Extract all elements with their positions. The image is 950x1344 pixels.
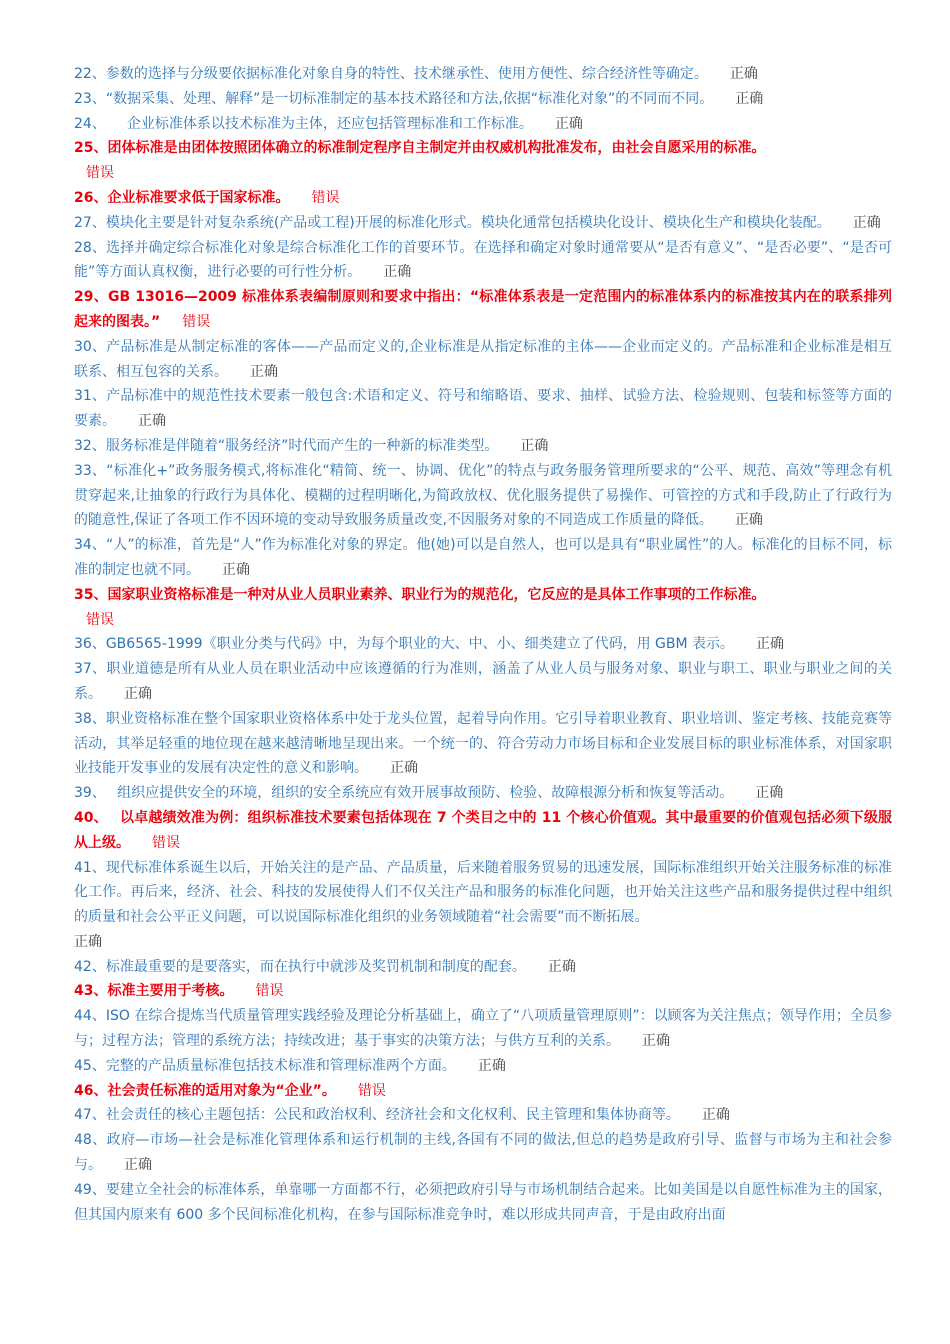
question-number: 44 bbox=[74, 1008, 92, 1025]
question-item bbox=[74, 583, 892, 633]
answer-verdict: 正确 bbox=[852, 214, 881, 231]
answer-verdict: 正确 bbox=[735, 90, 764, 107]
question-separator: 、 bbox=[91, 785, 99, 802]
question-item bbox=[74, 236, 892, 286]
question-text: ISO 在综合提炼当代质量管理实践经验及理论分析基础上，确立了“八项质量管理原则”：以顾客为关注焦点；领导作用；全员参与；过程方法；管理的系统方法；持续改进；基于事实的决策方法；与供方互利的关系。 bbox=[74, 1008, 892, 1050]
answer-verdict: 错误 bbox=[311, 189, 340, 206]
answer-verdict: 正确 bbox=[124, 1157, 152, 1174]
answer-verdict: 错误 bbox=[86, 165, 114, 182]
question-item bbox=[74, 533, 892, 583]
answer-verdict: 正确 bbox=[222, 561, 250, 578]
question-item bbox=[74, 434, 892, 459]
question-item bbox=[74, 781, 892, 806]
question-text: 以卓越绩效准为例：组织标准技术要素包括体现在 7 个类目之中的 11 个核心价值观。其中最重要的价值观包括必须下级服从上级。 bbox=[74, 809, 892, 851]
question-separator: 、 bbox=[93, 586, 108, 603]
question-separator: 、 bbox=[91, 958, 106, 975]
question-list bbox=[74, 62, 892, 1227]
question-separator: 、 bbox=[91, 214, 106, 231]
question-number: 29 bbox=[74, 289, 94, 306]
answer-verdict: 正确 bbox=[547, 958, 576, 975]
question-separator: 、 bbox=[91, 462, 107, 479]
question-item bbox=[74, 856, 892, 955]
question-number: 39 bbox=[74, 785, 92, 802]
answer-verdict: 正确 bbox=[383, 264, 412, 281]
question-item bbox=[74, 1079, 892, 1104]
question-number: 25 bbox=[74, 140, 94, 157]
question-separator: 、 bbox=[93, 1082, 108, 1099]
answer-verdict: 正确 bbox=[477, 1057, 506, 1074]
answer-verdict: 正确 bbox=[74, 933, 102, 950]
question-separator: 、 bbox=[91, 239, 107, 256]
question-separator: 、 bbox=[91, 537, 106, 554]
question-number: 42 bbox=[74, 958, 92, 975]
question-text: 国家职业资格标准是一种对从业人员职业素养、职业行为的规范化，它反应的是具体工作事项的工作标准。 bbox=[107, 586, 766, 603]
question-text: 参数的选择与分级要依据标准化对象自身的特性、技术继承性、使用方便性、综合经济性等确定。 bbox=[105, 66, 708, 82]
question-text: 团体标准是由团体按照团体确立的标准制定程序自主制定并由权威机构批准发布，由社会自愿采用的标准。 bbox=[107, 140, 766, 157]
question-separator: 、 bbox=[91, 710, 106, 727]
question-text: 职业道德是所有从业人员在职业活动中应该遵循的行为准则，涵盖了从业人员与服务对象、职业与职工、职业与职业之间的关系。 bbox=[74, 661, 892, 702]
question-item bbox=[74, 657, 892, 707]
question-number: 32 bbox=[74, 437, 92, 454]
answer-verdict: 正确 bbox=[554, 115, 583, 132]
question-text: 政府—市场—社会是标准化管理体系和运行机制的主线,各国有不同的做法,但总的趋势是政府引导、监督与市场为主和社会参与。 bbox=[74, 1132, 892, 1174]
question-item bbox=[74, 1178, 892, 1228]
question-number: 49 bbox=[74, 1181, 92, 1198]
answer-verdict: 正确 bbox=[755, 785, 784, 802]
question-number: 38 bbox=[74, 710, 92, 727]
question-separator: 、 bbox=[91, 115, 99, 132]
answer-verdict: 错误 bbox=[357, 1082, 386, 1099]
question-number: 36 bbox=[74, 636, 92, 653]
answer-verdict: 正确 bbox=[756, 636, 785, 653]
question-item bbox=[74, 955, 892, 980]
question-separator: 、 bbox=[93, 983, 108, 1000]
question-text: 选择并确定综合标准化对象是综合标准化工作的首要环节。在选择和确定对象时通常要从“是否有意义”、“是否必要”、“是否可能”等方面认真权衡，进行必要的可行性分析。 bbox=[74, 239, 893, 281]
answer-verdict: 正确 bbox=[520, 437, 549, 454]
question-separator: 、 bbox=[93, 809, 101, 826]
question-text: 标准主要用于考核。 bbox=[107, 983, 234, 1000]
question-number: 35 bbox=[74, 586, 94, 603]
question-number: 27 bbox=[74, 214, 92, 231]
question-text: 产品标准是从制定标准的客体——产品而定义的,企业标准是从指定标准的主体——企业而定义的。产品标准和企业标准是相互联系、相互包容的关系。 bbox=[74, 338, 893, 380]
question-item bbox=[74, 285, 892, 335]
question-number: 22 bbox=[74, 66, 92, 82]
answer-verdict: 错误 bbox=[255, 983, 284, 1000]
question-item bbox=[74, 136, 892, 186]
question-item bbox=[74, 384, 892, 434]
question-number: 26 bbox=[74, 189, 94, 206]
question-text: “数据采集、处理、解释”是一切标准制定的基本技术路径和方法,依据“标准化对象”的不同而不同。 bbox=[105, 90, 714, 107]
question-separator: 、 bbox=[91, 661, 107, 678]
answer-verdict: 错误 bbox=[182, 313, 211, 330]
question-text: 企业标准体系以技术标准为主体，还应包括管理标准和工作标准。 bbox=[98, 115, 533, 132]
answer-verdict: 正确 bbox=[250, 363, 278, 380]
question-number: 40 bbox=[74, 809, 94, 826]
question-number: 41 bbox=[74, 859, 92, 876]
question-item bbox=[74, 707, 892, 781]
question-text: 企业标准要求低于国家标准。 bbox=[107, 189, 290, 206]
question-item bbox=[74, 1128, 892, 1178]
question-text: 社会责任标准的适用对象为“企业”。 bbox=[107, 1082, 336, 1099]
question-text: 要建立全社会的标准体系，单靠哪一方面都不行，必须把政府引导与市场机制结合起来。比如美国是以自愿性标准为主的国家，但其国内原来有 600 多个民间标准化机构，在参与国际标准竞争时，难以形成共同声音，于是由政府出面 bbox=[74, 1181, 892, 1223]
question-item bbox=[74, 806, 892, 856]
question-text: 标准最重要的是要落实，而在执行中就涉及奖罚机制和制度的配套。 bbox=[105, 958, 526, 975]
question-number: 28 bbox=[74, 239, 92, 256]
question-number: 33 bbox=[74, 462, 92, 479]
answer-verdict: 正确 bbox=[701, 1107, 730, 1124]
question-number: 46 bbox=[74, 1082, 94, 1099]
question-separator: 、 bbox=[91, 66, 106, 82]
answer-verdict: 错误 bbox=[152, 834, 180, 851]
question-number: 30 bbox=[74, 338, 92, 355]
answer-verdict: 正确 bbox=[642, 1033, 670, 1050]
question-separator: 、 bbox=[93, 189, 108, 206]
question-number: 43 bbox=[74, 983, 94, 1000]
question-text: 产品标准中的规范性技术要素一般包含:术语和定义、符号和缩略语、要求、抽样、试验方法、检验规则、包装和标签等方面的要素。 bbox=[74, 388, 892, 430]
question-text: 职业资格标准在整个国家职业资格体系中处于龙头位置，起着导向作用。它引导着职业教育、职业培训、鉴定考核、技能竞赛等活动，其举足轻重的地位现在越来越清晰地呈现出来。一个统一的、符合劳动力市场目标和企业发展目标的职业标准体系，对国家职业技能开发事业的发展有决定性的意义和影响。 bbox=[74, 710, 892, 777]
question-separator: 、 bbox=[91, 859, 106, 876]
question-number: 47 bbox=[74, 1107, 92, 1124]
question-item bbox=[74, 112, 892, 137]
question-number: 37 bbox=[74, 661, 92, 678]
question-separator: 、 bbox=[93, 140, 108, 157]
question-text: GB 13016—2009 标准体系表编制原则和要求中指出：“标准体系表是一定范围内的标准体系内的标准按其内在的联系排列起来的图表。” bbox=[74, 289, 893, 330]
question-item bbox=[74, 62, 892, 87]
question-number: 24 bbox=[74, 115, 92, 132]
question-number: 34 bbox=[74, 537, 92, 554]
question-separator: 、 bbox=[91, 338, 107, 355]
question-separator: 、 bbox=[91, 1181, 106, 1198]
question-text: GB6565-1999《职业分类与代码》中，为每个职业的大、中、小、细类建立了代码，用 GBM 表示。 bbox=[105, 636, 735, 653]
answer-verdict: 正确 bbox=[390, 760, 418, 777]
question-separator: 、 bbox=[91, 1132, 107, 1149]
question-text: 组织应提供安全的环境，组织的安全系统应有效开展事故预防、检验、故障根源分析和恢复等活动。 bbox=[98, 785, 734, 802]
question-number: 45 bbox=[74, 1057, 92, 1074]
question-separator: 、 bbox=[91, 388, 107, 405]
question-item bbox=[74, 335, 892, 385]
question-separator: 、 bbox=[91, 1057, 106, 1074]
question-text: 服务标准是伴随着“服务经济”时代而产生的一种新的标准类型。 bbox=[105, 437, 499, 454]
question-separator: 、 bbox=[91, 90, 106, 107]
question-separator: 、 bbox=[91, 1107, 106, 1124]
answer-verdict: 正确 bbox=[734, 512, 763, 529]
question-item bbox=[74, 632, 892, 657]
question-separator: 、 bbox=[91, 1008, 106, 1025]
question-text: “人”的标准，首先是“人”作为标准化对象的界定。他(她)可以是自然人，也可以是具有“职业属性”的人。标准化的目标不同，标准的制定也就不同。 bbox=[74, 537, 892, 578]
question-text: 完整的产品质量标准包括技术标准和管理标准两个方面。 bbox=[105, 1057, 456, 1074]
answer-verdict: 正确 bbox=[138, 413, 166, 430]
question-number: 31 bbox=[74, 388, 92, 405]
answer-verdict: 错误 bbox=[86, 611, 114, 628]
question-item bbox=[74, 87, 892, 112]
question-item bbox=[74, 186, 892, 211]
question-item bbox=[74, 1004, 892, 1054]
question-separator: 、 bbox=[91, 636, 106, 653]
question-item bbox=[74, 1054, 892, 1079]
question-item bbox=[74, 1103, 892, 1128]
question-text: 现代标准体系诞生以后，开始关注的是产品、产品质量，后来随着服务贸易的迅速发展，国际标准组织开始关注服务标准的标准化工作。再后来，经济、社会、科技的发展使得人们不仅关注产品和服务的标准化问题，也开始关注这些产品和服务提供过程中组织的质量和社会公平正义问题，可以说国际标准化组织的业务领域随着“社会需要”而不断拓展。 bbox=[74, 859, 892, 926]
question-separator: 、 bbox=[91, 437, 106, 454]
question-separator: 、 bbox=[93, 289, 108, 306]
answer-verdict: 正确 bbox=[729, 66, 758, 82]
question-text: “标准化+”政务服务模式,将标准化“精简、统一、协调、优化”的特点与政务服务管理所要求的“公平、规范、高效”等理念有机贯穿起来,让抽象的行政行为具体化、模糊的过程明晰化,为简政放权、优化服务提供了易操作、可管控的方式和手段,防止了行政行为的随意性,保证了各项工作不因环境的变动导致服务质量改变,不因服务对象的不同造成工作质量的降低。 bbox=[74, 462, 893, 529]
question-text: 模块化主要是针对复杂系统(产品或工程)开展的标准化形式。模块化通常包括模块化设计、模块化生产和模块化装配。 bbox=[105, 214, 831, 231]
question-number: 48 bbox=[74, 1132, 92, 1149]
question-text: 社会责任的核心主题包括：公民和政治权利、经济社会和文化权利、民主管理和集体协商等。 bbox=[105, 1107, 680, 1124]
question-number: 23 bbox=[74, 90, 92, 107]
question-item bbox=[74, 979, 892, 1004]
answer-verdict: 正确 bbox=[124, 685, 152, 702]
question-item bbox=[74, 211, 892, 236]
question-item bbox=[74, 459, 892, 533]
